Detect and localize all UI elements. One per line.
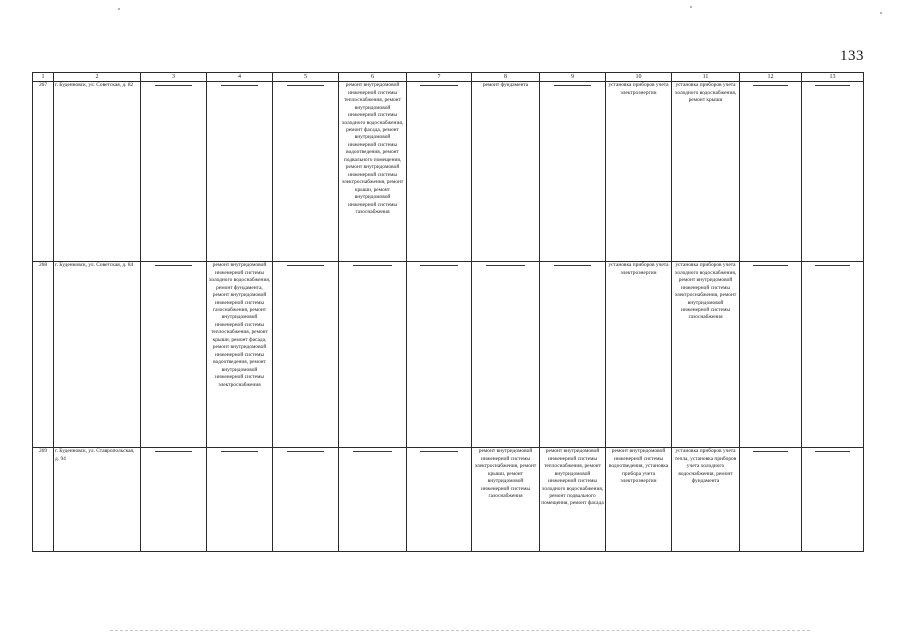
empty-cell [472,262,540,448]
dash-mark [486,265,525,266]
work-cell: установка приборов учета тепла, установка приборов учета холодного водоснабжения, ремонт фундамента [672,448,740,552]
dash-mark [287,265,325,266]
work-cell: установка приборов учета холодного водоснабжения, ремонт внутридомовой инженерной системы электроснабжения, ремонт внутридомовой инженерной системы газоснабжения [672,262,740,448]
dash-mark [420,451,457,452]
work-cell: установка приборов учета электроэнергии [606,82,672,262]
dash-mark [221,85,259,86]
row-number: 269 [33,448,54,552]
column-number: 7 [407,73,472,82]
dash-mark [155,85,193,86]
column-number: 13 [802,73,864,82]
dash-mark [815,85,850,86]
empty-cell [740,262,802,448]
empty-cell [540,82,606,262]
scan-speck [690,6,692,8]
dash-mark [753,85,788,86]
empty-cell [207,82,273,262]
table-row [33,448,864,552]
dash-mark [753,265,788,266]
empty-cell [339,262,407,448]
page-number: 133 [840,48,864,64]
column-number: 12 [740,73,802,82]
empty-cell [407,82,472,262]
dash-mark [353,451,392,452]
table-row [33,82,864,262]
dash-mark [353,265,392,266]
empty-cell [141,82,207,262]
dash-mark [420,265,457,266]
empty-cell [740,448,802,552]
work-cell: ремонт внутридомовой инженерной системы теплоснабжения, ремонт внутридомовой инженерной системы холодного водоснабжения, ремонт фасада, ремонт внутридомовой инженерной системы водоотведения, ремонт подвального помещения, ремонт внутридомовой инженерной системы электроснабжения, ремонт крыши, ремонт внутридомовой инженерной системы газоснабжения [339,82,407,262]
column-number: 9 [540,73,606,82]
address-cell: г. Буденновск, ул. Ставропольская, д. 94 [54,448,141,552]
empty-cell [339,448,407,552]
work-cell: ремонт внутридомовой инженерной системы холодного водоснабжения, ремонт фундамента, ремонт внутридомовой инженерной системы газоснабжения, ремонт внутридомовой инженерной системы теплоснабжения, ремонт крыши, ремонт фасада, ремонт внутридомовой инженерной системы водоотведения, ремонт внутридомовой инженерной системы электроснабжения [207,262,273,448]
column-number: 8 [472,73,540,82]
column-number: 5 [273,73,339,82]
table-row [33,262,864,448]
dash-mark [155,265,193,266]
dash-mark [815,451,850,452]
dash-mark [554,265,592,266]
column-number: 1 [33,73,54,82]
empty-cell [407,448,472,552]
column-number: 2 [54,73,141,82]
work-cell: установка приборов учета электроэнергии [606,262,672,448]
empty-cell [802,262,864,448]
row-number: 268 [33,262,54,448]
scan-speck [880,12,882,14]
column-number: 10 [606,73,672,82]
dash-mark [554,85,592,86]
dash-mark [155,451,193,452]
empty-cell [802,448,864,552]
scan-artifact-line [110,630,810,633]
dash-mark [287,85,325,86]
dash-mark [287,451,325,452]
empty-cell [407,262,472,448]
empty-cell [141,448,207,552]
empty-cell [540,262,606,448]
empty-cell [802,82,864,262]
dash-mark [221,451,259,452]
column-number-row [33,73,864,82]
empty-cell [141,262,207,448]
row-number: 267 [33,82,54,262]
empty-cell [207,448,273,552]
capital-repair-table [32,72,864,552]
scan-speck [118,8,120,10]
work-cell: ремонт внутридомовой инженерной системы электроснабжения, ремонт крыши, ремонт внутридомовой инженерной системы газоснабжения [472,448,540,552]
column-number: 3 [141,73,207,82]
work-cell: ремонт внутридомовой инженерной системы водоотведения, установка прибора учета электроэнергии [606,448,672,552]
address-cell: г. Буденновск, ул. Советская, д. 82 [54,82,141,262]
dash-mark [420,85,457,86]
empty-cell [273,82,339,262]
empty-cell [740,82,802,262]
address-cell: г. Буденновск, ул. Советская, д. 84 [54,262,141,448]
dash-mark [815,265,850,266]
column-number: 6 [339,73,407,82]
empty-cell [273,262,339,448]
dash-mark [753,451,788,452]
work-cell: установка приборов учета холодного водоснабжения, ремонт крыши [672,82,740,262]
work-cell: ремонт фундамента [472,82,540,262]
empty-cell [273,448,339,552]
work-cell: ремонт внутридомовой инженерной системы теплоснабжения, ремонт внутридомовой инженерной системы холодного водоснабжения, ремонт подвального помещения, ремонт фасада [540,448,606,552]
column-number: 11 [672,73,740,82]
column-number: 4 [207,73,273,82]
